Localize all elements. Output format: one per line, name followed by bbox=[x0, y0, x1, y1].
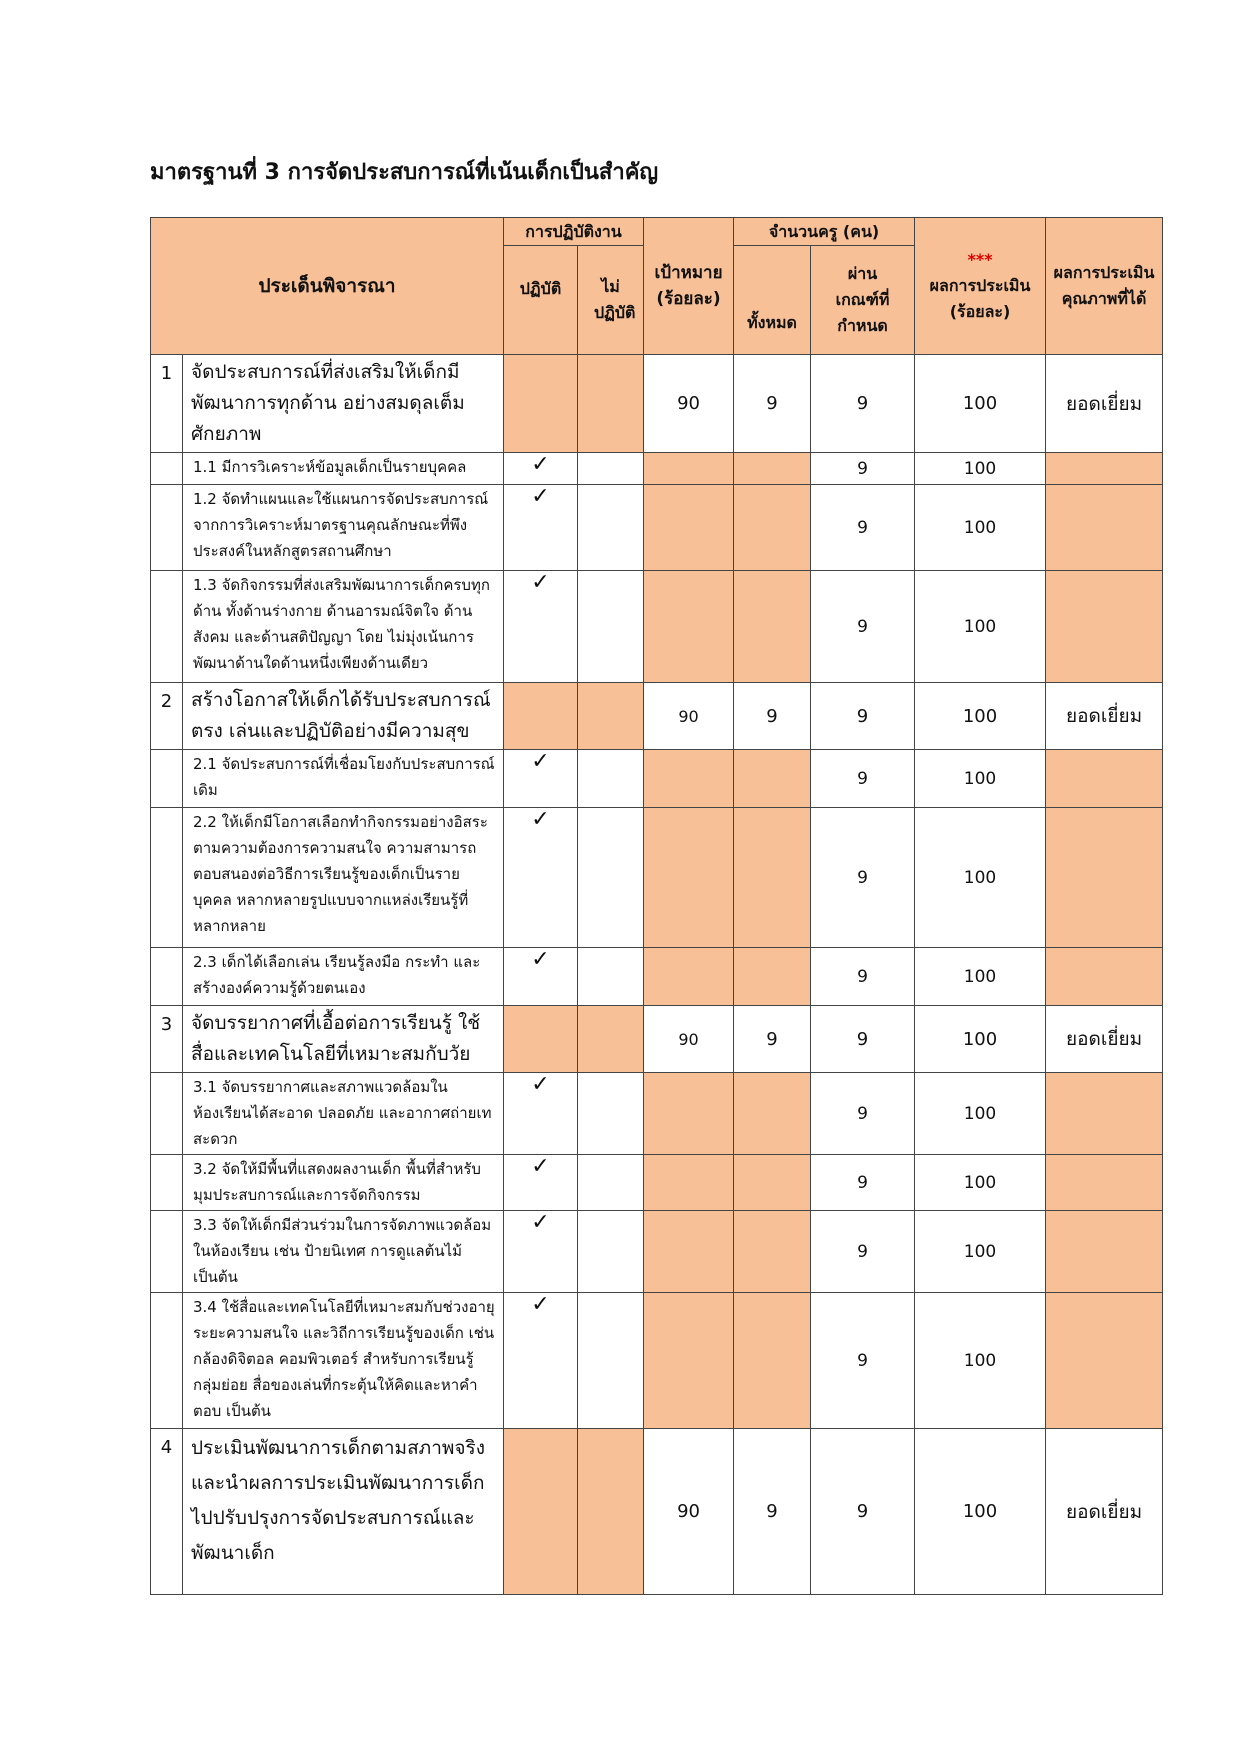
check-icon: ✓ bbox=[504, 750, 578, 808]
result-cell: 100 bbox=[915, 948, 1046, 1006]
row-subtopic: 1.3 จัดกิจกรรมที่ส่งเสริมพัฒนาการเด็กครบทุกด้าน ทั้งด้านร่างกาย ด้านอารมณ์จิตใจ ด้านสังคม และด้านสติปัญญา โดย ไม่มุ่งเน้นการพัฒนาด้านใดด้านหนึ่งเพียงด้านเดียว bbox=[183, 571, 504, 683]
shaded-cell bbox=[644, 1293, 734, 1429]
shaded-cell bbox=[644, 571, 734, 683]
table-row bbox=[151, 355, 1163, 453]
shaded-cell bbox=[734, 750, 811, 808]
table-row bbox=[151, 683, 1163, 750]
header-quality: ผลการประเมินคุณภาพที่ได้ bbox=[1046, 218, 1163, 355]
row-subtopic: 3.2 จัดให้มีพื้นที่แสดงผลงานเด็ก พื้นที่สำหรับมุมประสบการณ์และการจัดกิจกรรม bbox=[183, 1155, 504, 1211]
shaded-cell bbox=[1046, 1211, 1163, 1293]
header-result-cell bbox=[915, 218, 1046, 355]
shaded-cell bbox=[578, 355, 644, 453]
header-result: ผลการประเมิน (ร้อยละ) bbox=[929, 276, 1031, 321]
passed-cell: 9 bbox=[811, 1429, 915, 1595]
check-icon: ✓ bbox=[504, 453, 578, 485]
result-cell: 100 bbox=[915, 355, 1046, 453]
check-icon: ✓ bbox=[504, 1293, 578, 1429]
passed-cell: 9 bbox=[811, 485, 915, 571]
row-number: 3 bbox=[151, 1006, 183, 1073]
shaded-cell bbox=[1046, 1073, 1163, 1155]
total-cell: 9 bbox=[734, 1429, 811, 1595]
check-icon: ✓ bbox=[504, 1211, 578, 1293]
result-cell: 100 bbox=[915, 1429, 1046, 1595]
result-cell: 100 bbox=[915, 808, 1046, 948]
table-row bbox=[151, 808, 1163, 948]
shaded-cell bbox=[504, 1006, 578, 1073]
table-row bbox=[151, 1073, 1163, 1155]
shaded-cell bbox=[504, 683, 578, 750]
table-row bbox=[151, 485, 1163, 571]
header-practice: การปฏิบัติงาน bbox=[504, 218, 644, 246]
result-cell: 100 bbox=[915, 1211, 1046, 1293]
shaded-cell bbox=[734, 571, 811, 683]
result-cell: 100 bbox=[915, 571, 1046, 683]
table-row bbox=[151, 750, 1163, 808]
check-icon: ✓ bbox=[504, 485, 578, 571]
shaded-cell bbox=[734, 1073, 811, 1155]
shaded-cell bbox=[578, 1006, 644, 1073]
table-row bbox=[151, 948, 1163, 1006]
shaded-cell bbox=[644, 948, 734, 1006]
shaded-cell bbox=[734, 1211, 811, 1293]
shaded-cell bbox=[734, 1293, 811, 1429]
shaded-cell bbox=[578, 683, 644, 750]
passed-cell: 9 bbox=[811, 683, 915, 750]
passed-cell: 9 bbox=[811, 571, 915, 683]
shaded-cell bbox=[644, 1155, 734, 1211]
target-cell: 90 bbox=[644, 1429, 734, 1595]
quality-cell: ยอดเยี่ยม bbox=[1046, 683, 1163, 750]
passed-cell: 9 bbox=[811, 1006, 915, 1073]
header-total: ทั้งหมด bbox=[734, 246, 811, 355]
table-row bbox=[151, 1155, 1163, 1211]
table-row bbox=[151, 1293, 1163, 1429]
table-row bbox=[151, 1429, 1163, 1595]
shaded-cell bbox=[644, 1211, 734, 1293]
header-passed: ผ่านเกณฑ์ที่กำหนด bbox=[811, 246, 915, 355]
shaded-cell bbox=[644, 485, 734, 571]
standard-3-table bbox=[150, 217, 1163, 1595]
table-row bbox=[151, 571, 1163, 683]
result-cell: 100 bbox=[915, 1293, 1046, 1429]
check-icon: ✓ bbox=[504, 948, 578, 1006]
header-do: ปฏิบัติ bbox=[504, 246, 578, 355]
check-icon: ✓ bbox=[504, 571, 578, 683]
row-number: 4 bbox=[151, 1429, 183, 1595]
shaded-cell bbox=[1046, 750, 1163, 808]
shaded-cell bbox=[1046, 485, 1163, 571]
shaded-cell bbox=[734, 808, 811, 948]
passed-cell: 9 bbox=[811, 1211, 915, 1293]
passed-cell: 9 bbox=[811, 1073, 915, 1155]
row-subtopic: 3.3 จัดให้เด็กมีส่วนร่วมในการจัดภาพแวดล้อมในห้องเรียน เช่น ป้ายนิเทศ การดูแลต้นไม้ เป็นต้น bbox=[183, 1211, 504, 1293]
check-icon: ✓ bbox=[504, 1155, 578, 1211]
shaded-cell bbox=[504, 1429, 578, 1595]
shaded-cell bbox=[644, 750, 734, 808]
page-title: มาตรฐานที่ 3 การจัดประสบการณ์ที่เน้นเด็กเป็นสำคัญ bbox=[150, 160, 659, 185]
header-teachers: จำนวนครู (คน) bbox=[734, 218, 915, 246]
shaded-cell bbox=[1046, 808, 1163, 948]
total-cell: 9 bbox=[734, 1006, 811, 1073]
check-icon: ✓ bbox=[504, 1073, 578, 1155]
shaded-cell bbox=[1046, 1293, 1163, 1429]
shaded-cell bbox=[734, 948, 811, 1006]
row-topic: สร้างโอกาสให้เด็กได้รับประสบการณ์ตรง เล่นและปฏิบัติอย่างมีความสุข bbox=[183, 683, 504, 750]
row-topic: จัดประสบการณ์ที่ส่งเสริมให้เด็กมีพัฒนาการทุกด้าน อย่างสมดุลเต็มศักยภาพ bbox=[183, 355, 504, 453]
shaded-cell bbox=[734, 1155, 811, 1211]
check-icon: ✓ bbox=[504, 808, 578, 948]
row-subtopic: 1.2 จัดทำแผนและใช้แผนการจัดประสบการณ์จากการวิเคราะห์มาตรฐานคุณลักษณะที่พึงประสงค์ในหลักสูตรสถานศึกษา bbox=[183, 485, 504, 571]
row-subtopic: 2.2 ให้เด็กมีโอกาสเลือกทำกิจกรรมอย่างอิสระ ตามความต้องการความสนใจ ความสามารถ ตอบสนองต่อวิธีการเรียนรู้ของเด็กเป็นรายบุคคล หลากหลายรูปแบบจากแหล่งเรียนรู้ที่หลากหลาย bbox=[183, 808, 504, 948]
result-cell: 100 bbox=[915, 453, 1046, 485]
shaded-cell bbox=[1046, 453, 1163, 485]
target-cell: 90 bbox=[644, 683, 734, 750]
header-target: เป้าหมาย (ร้อยละ) bbox=[644, 218, 734, 355]
total-cell: 9 bbox=[734, 355, 811, 453]
target-cell: 90 bbox=[644, 355, 734, 453]
row-subtopic: 3.1 จัดบรรยากาศและสภาพแวดล้อมในห้องเรียนได้สะอาด ปลอดภัย และอากาศถ่ายเทสะดวก bbox=[183, 1073, 504, 1155]
quality-cell: ยอดเยี่ยม bbox=[1046, 1006, 1163, 1073]
row-topic: ประเมินพัฒนาการเด็กตามสภาพจริงและนำผลการประเมินพัฒนาการเด็กไปปรับปรุงการจัดประสบการณ์และพัฒนาเด็ก bbox=[183, 1429, 504, 1595]
row-subtopic: 2.3 เด็กได้เลือกเล่น เรียนรู้ลงมือ กระทำ และสร้างองค์ความรู้ด้วยตนเอง bbox=[183, 948, 504, 1006]
row-subtopic: 2.1 จัดประสบการณ์ที่เชื่อมโยงกับประสบการณ์เดิม bbox=[183, 750, 504, 808]
shaded-cell bbox=[578, 1429, 644, 1595]
result-cell: 100 bbox=[915, 485, 1046, 571]
result-cell: 100 bbox=[915, 683, 1046, 750]
result-cell: 100 bbox=[915, 1073, 1046, 1155]
table-row bbox=[151, 453, 1163, 485]
header-stars: *** bbox=[967, 250, 993, 269]
target-cell: 90 bbox=[644, 1006, 734, 1073]
passed-cell: 9 bbox=[811, 1293, 915, 1429]
row-number: 1 bbox=[151, 355, 183, 453]
passed-cell: 9 bbox=[811, 355, 915, 453]
shaded-cell bbox=[644, 1073, 734, 1155]
quality-cell: ยอดเยี่ยม bbox=[1046, 355, 1163, 453]
shaded-cell bbox=[1046, 571, 1163, 683]
result-cell: 100 bbox=[915, 750, 1046, 808]
quality-cell: ยอดเยี่ยม bbox=[1046, 1429, 1163, 1595]
passed-cell: 9 bbox=[811, 1155, 915, 1211]
header-topic: ประเด็นพิจารณา bbox=[151, 218, 504, 355]
shaded-cell bbox=[734, 485, 811, 571]
passed-cell: 9 bbox=[811, 750, 915, 808]
row-subtopic: 3.4 ใช้สื่อและเทคโนโลยีที่เหมาะสมกับช่วงอายุ ระยะความสนใจ และวิถีการเรียนรู้ของเด็ก เช่น กล้องดิจิตอล คอมพิวเตอร์ สำหรับการเรียนรู้กลุ่มย่อย สื่อของเล่นที่กระตุ้นให้คิดและหาคำตอบ เป็นต้น bbox=[183, 1293, 504, 1429]
table-row bbox=[151, 1006, 1163, 1073]
shaded-cell bbox=[504, 355, 578, 453]
shaded-cell bbox=[644, 453, 734, 485]
row-subtopic: 1.1 มีการวิเคราะห์ข้อมูลเด็กเป็นรายบุคคล bbox=[183, 453, 504, 485]
total-cell: 9 bbox=[734, 683, 811, 750]
passed-cell: 9 bbox=[811, 453, 915, 485]
row-topic: จัดบรรยากาศที่เอื้อต่อการเรียนรู้ ใช้สื่อและเทคโนโลยีที่เหมาะสมกับวัย bbox=[183, 1006, 504, 1073]
result-cell: 100 bbox=[915, 1006, 1046, 1073]
shaded-cell bbox=[644, 808, 734, 948]
passed-cell: 9 bbox=[811, 808, 915, 948]
header-not-do: ไม่ปฏิบัติ bbox=[578, 246, 644, 355]
shaded-cell bbox=[1046, 1155, 1163, 1211]
shaded-cell bbox=[1046, 948, 1163, 1006]
shaded-cell bbox=[734, 453, 811, 485]
passed-cell: 9 bbox=[811, 948, 915, 1006]
result-cell: 100 bbox=[915, 1155, 1046, 1211]
table-row bbox=[151, 1211, 1163, 1293]
row-number: 2 bbox=[151, 683, 183, 750]
